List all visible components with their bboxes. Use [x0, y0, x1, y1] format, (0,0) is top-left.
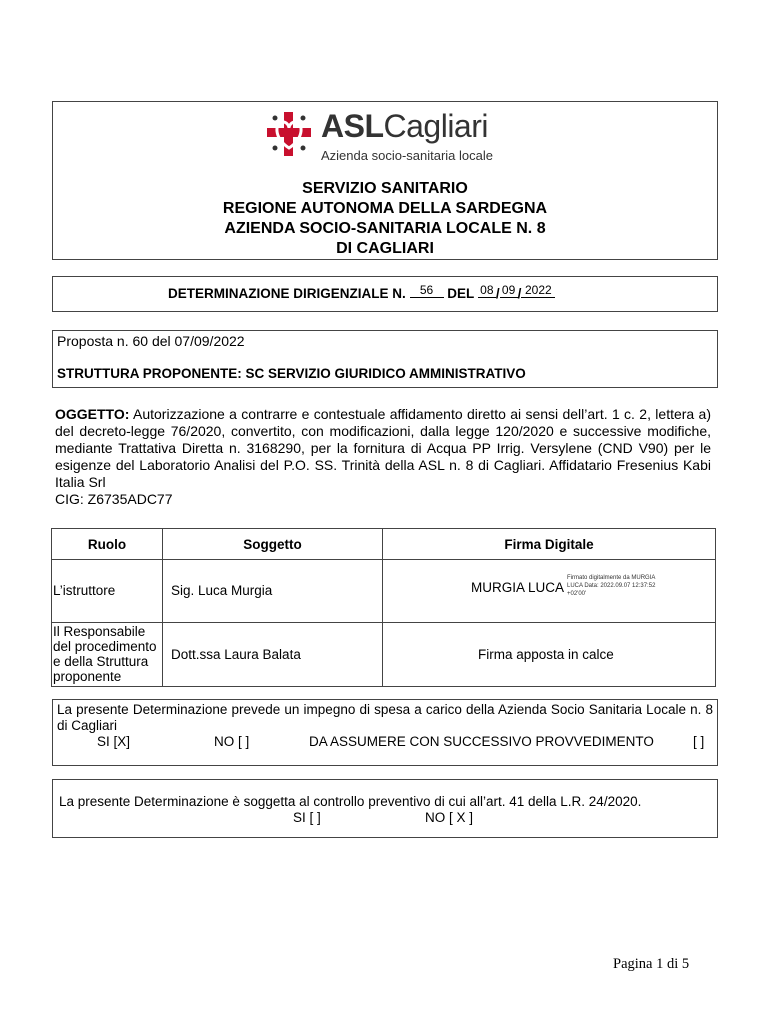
proposta-text: Proposta n. 60 del 07/09/2022 — [57, 333, 245, 349]
table-header-ruolo: Ruolo — [51, 528, 163, 560]
oggetto-body: Autorizzazione a contrarre e contestuale affidamento diretto ai sensi dell’art. 1 c. 2, lettera a) del decreto-legge 76/2020, convertito, con modificazioni, dalla legge 120/2020 e successive modifiche, mediante Trattativa Diretta n. 3168290, per la fornitura di Acqua PP Irrig. Versylene (CND V90) per le esigenze del Laboratorio Analisi del P.O. SS. Trinità della ASL n. 8 di Cagliari. Affidatario Fresenius Kabi Italia Srl — [55, 406, 712, 490]
soggetto-cell — [162, 622, 383, 687]
header-line: DI CAGLIARI — [336, 240, 434, 257]
table-row — [51, 559, 163, 623]
spesa-si: SI [X] — [97, 734, 131, 749]
cig: CIG: Z6735ADC77 — [55, 491, 173, 507]
header-title — [53, 179, 717, 259]
determinazione-label: DETERMINAZIONE DIRIGENZIALE N. — [168, 286, 406, 301]
firma-cell — [382, 559, 716, 623]
spesa-da-assumere-box: [ ] — [693, 734, 705, 749]
firme-table — [51, 528, 716, 687]
asl-cross-heart-icon — [263, 108, 315, 160]
controllo-si: SI [ ] — [293, 810, 321, 825]
struttura-proponente: STRUTTURA PROPONENTE: SC SERVIZIO GIURIDICO AMMINISTRATIVO — [57, 366, 526, 381]
table-header-firma: Firma Digitale — [382, 528, 716, 560]
date-month: 09 — [500, 283, 518, 298]
soggetto-cell — [162, 559, 383, 623]
controllo-text: La presente Determinazione è soggetta al controllo preventivo di cui all’art. 41 della L.R. 24/2020. — [59, 794, 642, 809]
oggetto-box — [52, 404, 718, 510]
proposta-box — [52, 330, 718, 388]
determinazione-box — [52, 276, 718, 312]
table-row — [51, 622, 163, 687]
firma-text: Firma apposta in calce — [478, 647, 614, 662]
ruolo-cell: Il Responsabile del procedimento e della Struttura proponente — [53, 624, 157, 684]
header-box — [52, 101, 718, 260]
asl-logo — [263, 106, 523, 162]
oggetto-label: OGGETTO: — [55, 406, 130, 422]
date-year: 2022 — [521, 283, 555, 298]
date-day: 08 — [478, 283, 496, 298]
controllo-options — [293, 810, 474, 825]
controllo-no: NO [ X ] — [425, 810, 474, 825]
header-line: REGIONE AUTONOMA DELLA SARDEGNA — [222, 200, 548, 217]
spesa-da-assumere: DA ASSUMERE CON SUCCESSIVO PROVVEDIMENTO — [309, 734, 654, 749]
impegno-spesa-box — [52, 699, 718, 766]
logo-text: ASLCagliari — [321, 108, 488, 144]
spesa-no: NO [ ] — [214, 734, 250, 749]
firma-cell — [382, 622, 716, 687]
digital-signature-details: Firmato digitalmente da MURGIA LUCA Data: 2022.09.07 12:37:52 +02'00' — [567, 575, 656, 597]
soggetto-name: Sig. Luca Murgia — [171, 583, 273, 598]
header-line: SERVIZIO SANITARIO — [302, 180, 468, 197]
header-line: AZIENDA SOCIO-SANITARIA LOCALE N. 8 — [224, 220, 546, 237]
soggetto-name: Dott.ssa Laura Balata — [171, 647, 301, 662]
del-label: DEL — [447, 286, 475, 301]
oggetto-text — [55, 406, 711, 508]
impegno-spesa-text: La presente Determinazione prevede un impegno di spesa a carico della Azienda Socio Sanitaria Locale n. 8 di Cagliari — [57, 702, 713, 733]
digital-signature-name: MURGIA LUCA — [471, 580, 565, 595]
page-number: Pagina 1 di 5 — [613, 956, 690, 972]
table-header-soggetto: Soggetto — [162, 528, 383, 560]
determinazione-line: DETERMINAZIONE DIRIGENZIALE N. 56 DEL 08 / 09 / 2022 — [168, 286, 555, 302]
logo-subtitle: Azienda socio-sanitaria locale — [321, 148, 493, 163]
controllo-box — [52, 779, 718, 838]
ruolo-cell: L’istruttore — [53, 583, 116, 598]
determinazione-numero: 56 — [410, 283, 444, 298]
